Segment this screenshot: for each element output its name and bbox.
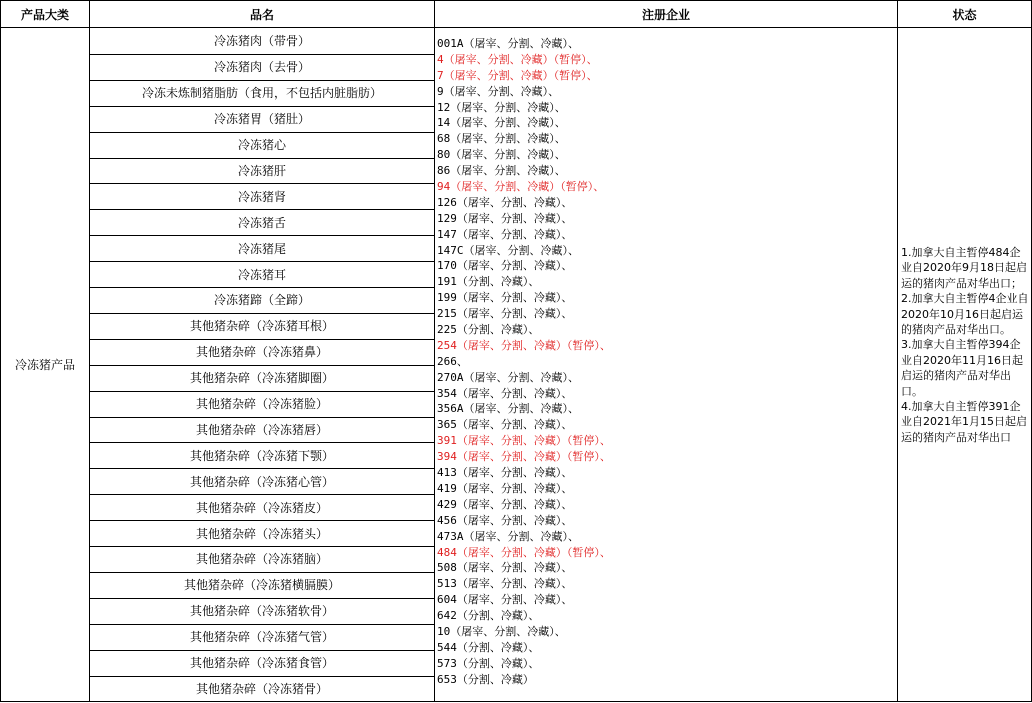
enterprise-item: 419（屠宰、分割、冷藏）、: [437, 481, 573, 495]
enterprise-item: 254（屠宰、分割、冷藏）（暂停）、: [437, 338, 611, 352]
enterprise-item: 365（屠宰、分割、冷藏）、: [437, 418, 573, 432]
enterprise-item: 191（分割、冷藏）、: [437, 275, 540, 289]
enterprise-item: 215（屠宰、分割、冷藏）、: [437, 307, 573, 321]
column-divider-3: [897, 0, 898, 702]
product-row-divider: [90, 650, 434, 651]
status-note: 2.加拿大自主暂停4企业自2020年10月16日起启运的猪肉产品对华出口。: [901, 292, 1029, 337]
enterprise-item: 513（屠宰、分割、冷藏）、: [437, 577, 573, 591]
enterprise-item: 394（屠宰、分割、冷藏）（暂停）、: [437, 450, 611, 464]
product-row-divider: [90, 546, 434, 547]
product-row-divider: [90, 209, 434, 210]
enterprise-item: 266、: [437, 354, 468, 368]
enterprise-item: 225（分割、冷藏）、: [437, 323, 540, 337]
enterprise-item: 356A（屠宰、分割、冷藏）、: [437, 402, 579, 416]
product-row: 冷冻未炼制猪脂肪（食用，不包括内脏脂肪）: [141, 86, 382, 101]
enterprise-list: [437, 36, 892, 688]
product-row-divider: [90, 391, 434, 392]
product-row: 冷冻猪耳: [237, 267, 286, 282]
category-cell: 冷冻猪产品: [14, 358, 75, 372]
product-row-divider: [90, 106, 434, 107]
enterprise-item: 456（屠宰、分割、冷藏）、: [437, 513, 573, 527]
product-row: 其他猪杂碎（冷冻猪唇）: [195, 422, 328, 437]
header-category: 产品大类: [20, 7, 69, 22]
enterprise-item: 508（屠宰、分割、冷藏）、: [437, 561, 573, 575]
product-row-divider: [90, 417, 434, 418]
header-status: 状态: [952, 7, 977, 22]
product-row-divider: [90, 468, 434, 469]
product-row-divider: [90, 365, 434, 366]
product-row: 冷冻猪肉（带骨）: [213, 34, 310, 49]
product-row: 其他猪杂碎（冷冻猪耳根）: [189, 319, 334, 334]
product-row: 其他猪杂碎（冷冻猪脑）: [195, 552, 328, 567]
enterprise-item: 80（屠宰、分割、冷藏）、: [437, 148, 566, 162]
product-row-divider: [90, 80, 434, 81]
product-row-divider: [90, 261, 434, 262]
enterprise-item: 170（屠宰、分割、冷藏）、: [437, 259, 573, 273]
product-row: 其他猪杂碎（冷冻猪食管）: [189, 656, 334, 671]
product-row: 冷冻猪蹄（全蹄）: [213, 293, 310, 308]
product-row-divider: [90, 624, 434, 625]
enterprise-item: 147C（屠宰、分割、冷藏）、: [437, 243, 579, 257]
status-notes: [901, 245, 1029, 445]
product-row-divider: [90, 339, 434, 340]
product-row-divider: [90, 442, 434, 443]
enterprise-item: 473A（屠宰、分割、冷藏）、: [437, 529, 579, 543]
status-note: 1.加拿大自主暂停484企业自2020年9月18日起启运的猪肉产品对华出口；: [901, 246, 1027, 290]
enterprise-item: 001A（屠宰、分割、冷藏）、: [437, 37, 579, 50]
product-row: 其他猪杂碎（冷冻猪气管）: [189, 630, 334, 645]
product-row: 其他猪杂碎（冷冻猪脸）: [195, 397, 328, 412]
product-row: 冷冻猪胃（猪肚）: [213, 112, 310, 127]
product-row: 其他猪杂碎（冷冻猪皮）: [195, 500, 328, 515]
product-row: 其他猪杂碎（冷冻猪骨）: [195, 681, 328, 696]
enterprise-item: 4（屠宰、分割、冷藏）（暂停）、: [437, 52, 598, 66]
enterprise-item: 10（屠宰、分割、冷藏）、: [437, 624, 566, 638]
enterprise-item: 126（屠宰、分割、冷藏）、: [437, 195, 573, 209]
product-row-divider: [90, 54, 434, 55]
enterprise-item: 354（屠宰、分割、冷藏）、: [437, 386, 573, 400]
product-row-divider: [90, 287, 434, 288]
product-row-divider: [90, 235, 434, 236]
product-row: 其他猪杂碎（冷冻猪软骨）: [189, 604, 334, 619]
product-row-divider: [90, 520, 434, 521]
enterprise-item: 147（屠宰、分割、冷藏）、: [437, 227, 573, 241]
product-row: 其他猪杂碎（冷冻猪头）: [195, 526, 328, 541]
product-row: 冷冻猪肉（去骨）: [213, 60, 310, 75]
product-row: 冷冻猪肝: [237, 163, 286, 178]
product-row: 其他猪杂碎（冷冻猪下颚）: [189, 448, 334, 463]
enterprise-item: 199（屠宰、分割、冷藏）、: [437, 291, 573, 305]
enterprise-item: 7（屠宰、分割、冷藏）（暂停）、: [437, 68, 598, 82]
product-row: 其他猪杂碎（冷冻猪脚圈）: [189, 371, 334, 386]
enterprise-item: 12（屠宰、分割、冷藏）、: [437, 100, 566, 114]
enterprise-item: 9（屠宰、分割、冷藏）、: [437, 84, 560, 98]
enterprise-item: 86（屠宰、分割、冷藏）、: [437, 164, 566, 178]
enterprise-item: 413（屠宰、分割、冷藏）、: [437, 466, 573, 480]
product-row-divider: [90, 183, 434, 184]
product-row-divider: [90, 598, 434, 599]
product-row-divider: [90, 158, 434, 159]
product-row-divider: [90, 494, 434, 495]
enterprise-item: 94（屠宰、分割、冷藏）（暂停）、: [437, 180, 605, 194]
enterprise-item: 68（屠宰、分割、冷藏）、: [437, 132, 566, 146]
enterprise-item: 642（分割、冷藏）、: [437, 609, 540, 623]
enterprise-item: 604（屠宰、分割、冷藏）、: [437, 593, 573, 607]
product-row: 冷冻猪尾: [237, 241, 286, 256]
enterprise-item: 129（屠宰、分割、冷藏）、: [437, 211, 573, 225]
enterprise-item: 573（分割、冷藏）、: [437, 656, 540, 670]
status-note: 4.加拿大自主暂停391企业自2021年1月15日起启运的猪肉产品对华出口: [901, 400, 1027, 444]
product-row-divider: [90, 572, 434, 573]
product-row: 其他猪杂碎（冷冻猪鼻）: [195, 345, 328, 360]
enterprise-item: 391（屠宰、分割、冷藏）（暂停）、: [437, 434, 611, 448]
column-divider-2: [434, 0, 435, 702]
product-row: 冷冻猪心: [237, 138, 286, 153]
enterprise-item: 429（屠宰、分割、冷藏）、: [437, 497, 573, 511]
product-row-divider: [90, 676, 434, 677]
enterprise-item: 14（屠宰、分割、冷藏）、: [437, 116, 566, 130]
product-row-divider: [90, 313, 434, 314]
product-row-divider: [90, 132, 434, 133]
product-row: 其他猪杂碎（冷冻猪横膈膜）: [183, 578, 340, 593]
product-row: 冷冻猪舌: [237, 215, 286, 230]
header-enterprise: 注册企业: [641, 7, 690, 22]
product-row: 其他猪杂碎（冷冻猪心管）: [189, 474, 334, 489]
enterprise-item: 653（分割、冷藏）: [437, 672, 534, 686]
enterprise-item: 544（分割、冷藏）、: [437, 640, 540, 654]
enterprise-item: 270A（屠宰、分割、冷藏）、: [437, 370, 579, 384]
product-row: 冷冻猪肾: [237, 189, 286, 204]
enterprise-item: 484（屠宰、分割、冷藏）（暂停）、: [437, 545, 611, 559]
status-note: 3.加拿大自主暂停394企业自2020年11月16日起启运的猪肉产品对华出口。: [901, 338, 1023, 398]
header-product: 品名: [249, 7, 274, 22]
